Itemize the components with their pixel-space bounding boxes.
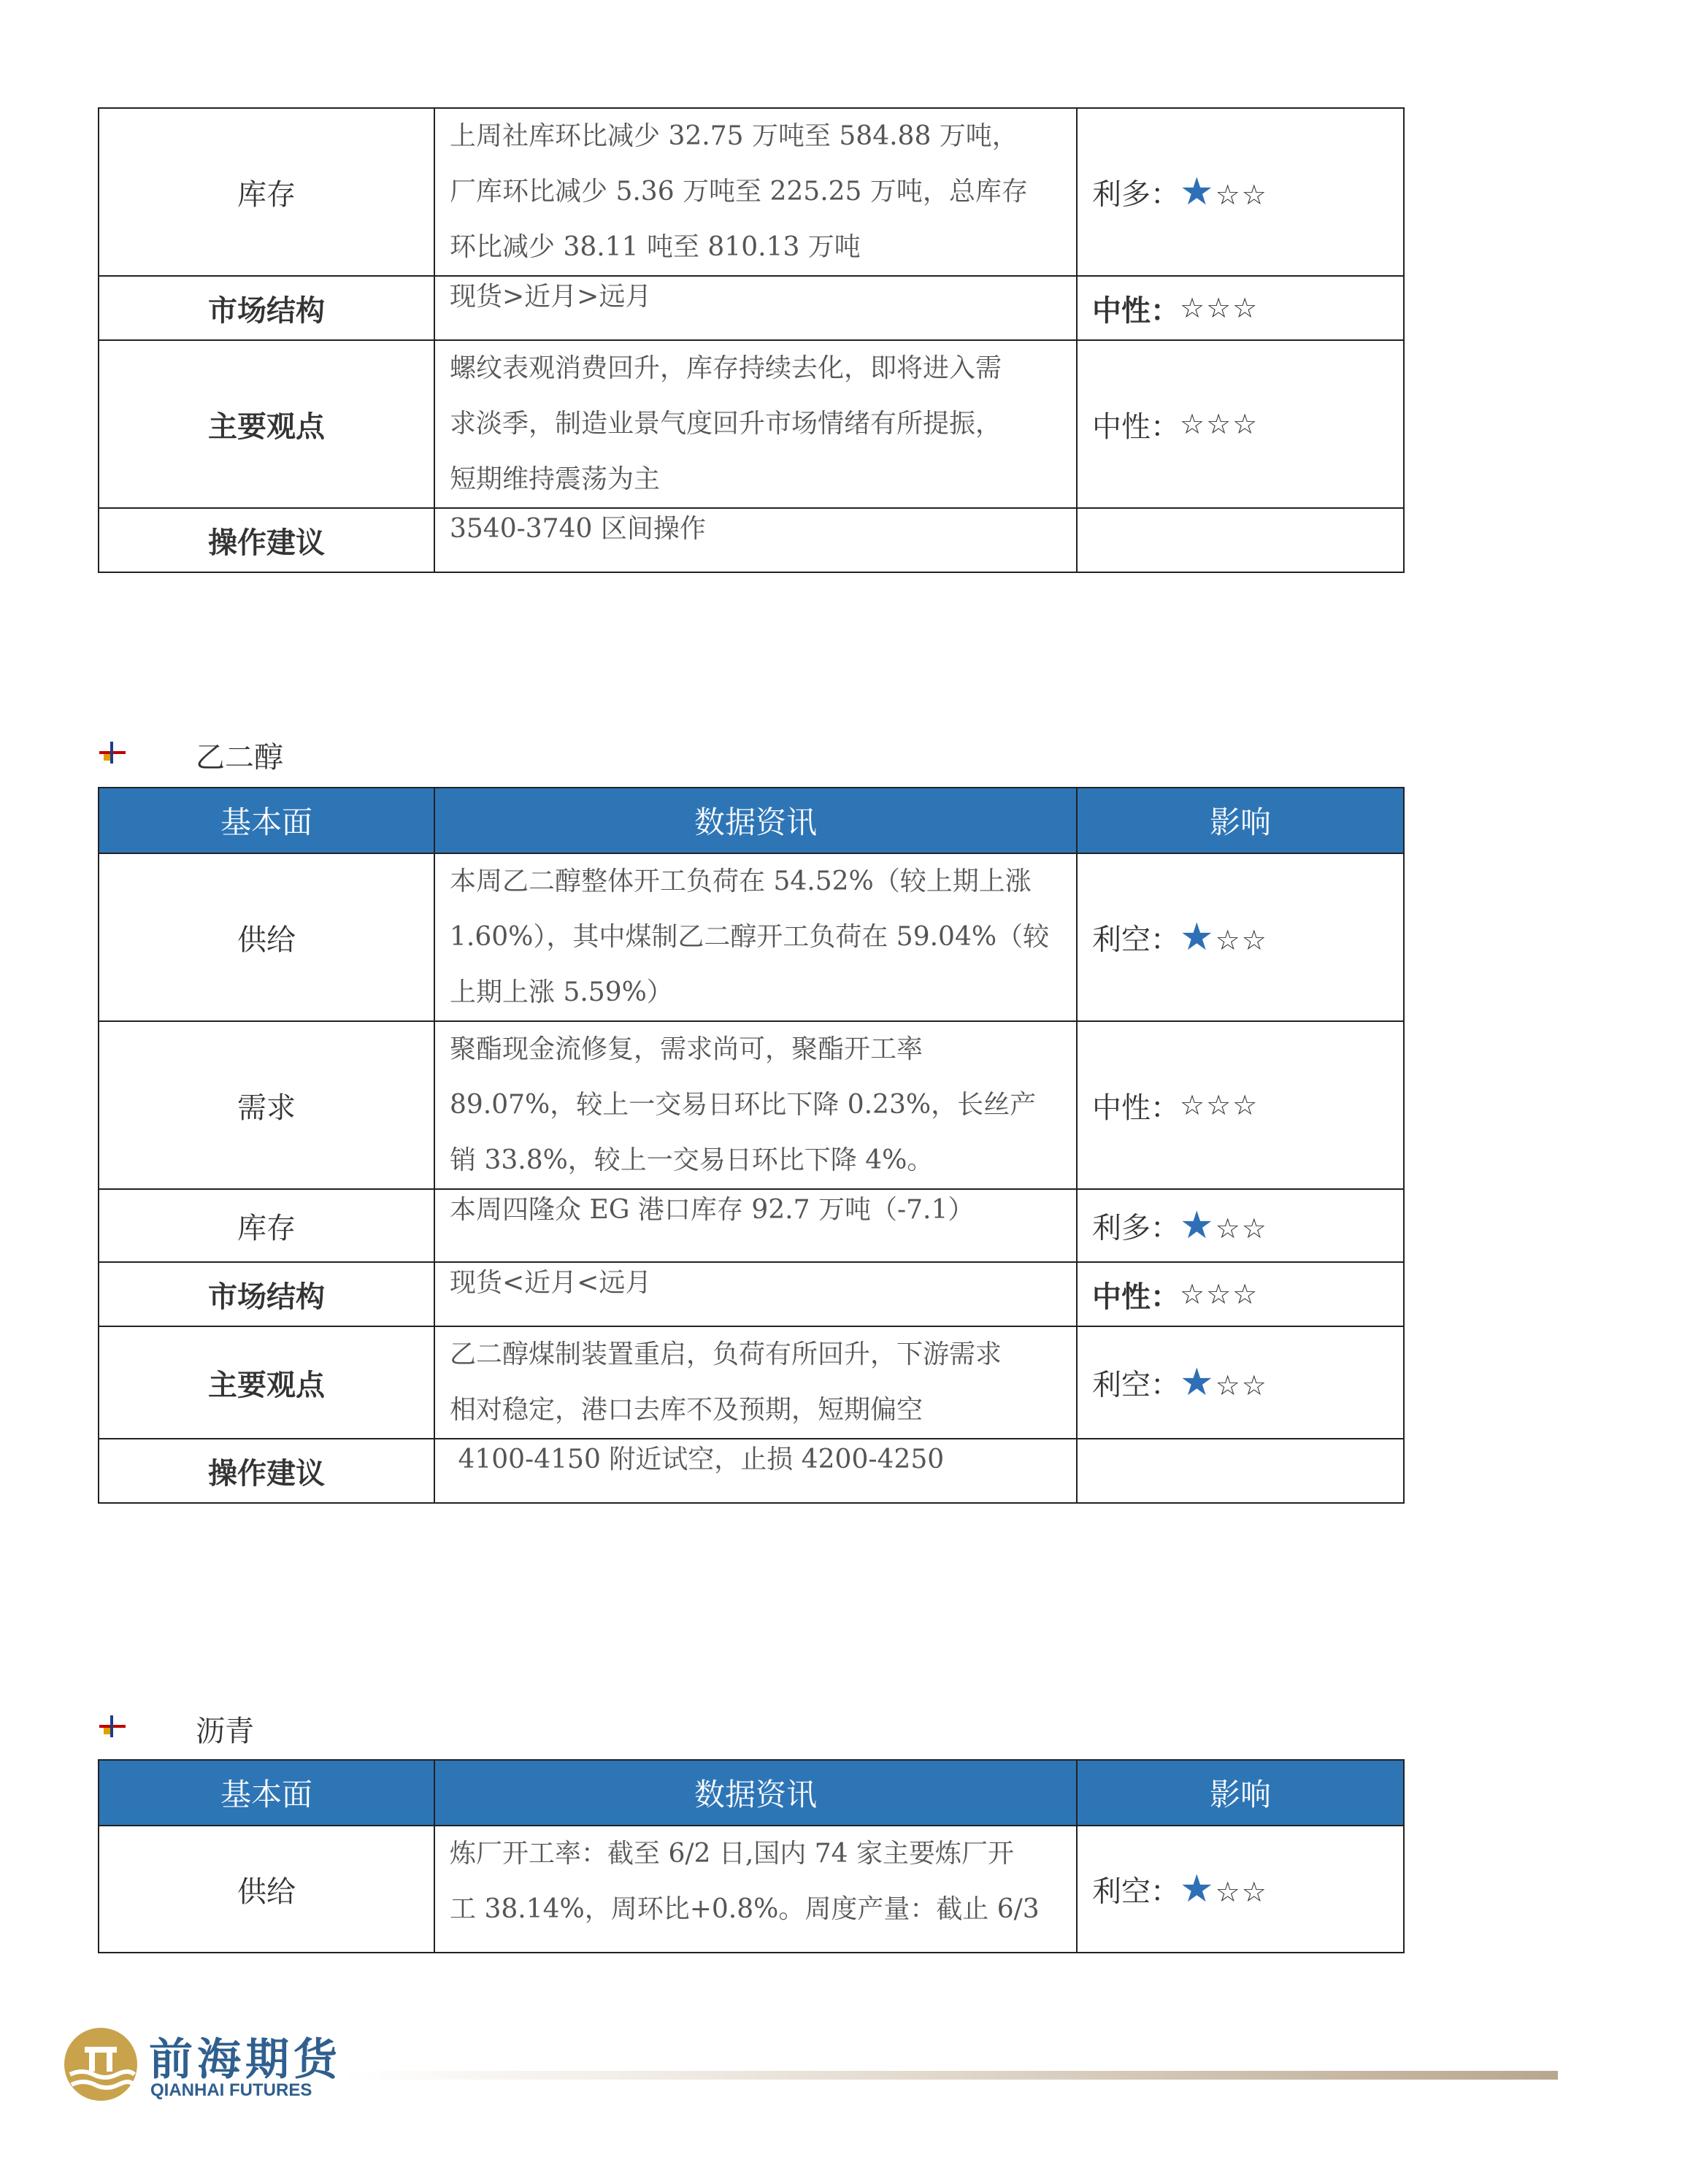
info-line: 现货>近月>远月 bbox=[450, 282, 652, 312]
footer-logo bbox=[63, 2023, 342, 2105]
impact-cell bbox=[1077, 340, 1404, 508]
info-line: 工 38.14%，周环比+0.8%。周度产量：截止 6/3 bbox=[450, 1894, 1040, 1924]
header-cell: 数据资讯 bbox=[434, 1760, 1077, 1826]
info-line: 1.60%），其中煤制乙二醇开工负荷在 59.04%（较 bbox=[450, 922, 1050, 952]
impact-cell bbox=[1077, 1326, 1404, 1439]
impact-label: 中性： bbox=[1092, 293, 1180, 328]
section-title: 沥青 bbox=[196, 1715, 254, 1748]
impact-label: 中性： bbox=[1092, 1280, 1180, 1314]
header-cell: 影响 bbox=[1077, 1760, 1404, 1826]
steel-table bbox=[98, 107, 1405, 573]
table-row bbox=[99, 1326, 1404, 1439]
impact-cell bbox=[1077, 853, 1404, 1021]
impact-cell bbox=[1077, 1262, 1404, 1326]
star-empty-icon: ☆ bbox=[1215, 1212, 1242, 1245]
star-rating bbox=[1180, 1361, 1268, 1404]
impact-label: 中性： bbox=[1092, 1091, 1180, 1125]
impact-label: 利多： bbox=[1092, 177, 1180, 212]
star-rating bbox=[1180, 170, 1268, 214]
star-empty-icon: ☆ bbox=[1232, 1278, 1259, 1310]
star-rating bbox=[1180, 1278, 1259, 1310]
info-line: 短期维持震荡为主 bbox=[450, 464, 661, 494]
row-label: 市场结构 bbox=[99, 276, 434, 340]
impact-cell bbox=[1077, 1439, 1404, 1503]
table-row bbox=[99, 1262, 1404, 1326]
table-row bbox=[99, 1189, 1404, 1262]
impact-cell bbox=[1077, 276, 1404, 340]
star-rating bbox=[1180, 292, 1259, 324]
logo-text-en: QIANHAI FUTURES bbox=[150, 2080, 312, 2100]
row-label: 市场结构 bbox=[99, 1262, 434, 1326]
row-label: 操作建议 bbox=[99, 508, 434, 572]
star-filled-icon: ★ bbox=[1180, 170, 1216, 214]
info-line: 炼厂开工率：截至 6/2 日,国内 74 家主要炼厂开 bbox=[450, 1839, 1014, 1869]
row-label: 供给 bbox=[99, 1826, 434, 1953]
star-empty-icon: ☆ bbox=[1180, 1278, 1207, 1310]
bullet-icon bbox=[98, 1712, 127, 1742]
impact-label: 利空： bbox=[1092, 923, 1180, 957]
star-filled-icon: ★ bbox=[1180, 1204, 1216, 1247]
star-empty-icon: ☆ bbox=[1215, 179, 1242, 211]
row-info bbox=[434, 1326, 1077, 1439]
info-line: 螺纹表观消费回升，库存持续去化，即将进入需 bbox=[450, 353, 1002, 383]
info-line: 厂库环比减少 5.36 万吨至 225.25 万吨，总库存 bbox=[450, 177, 1028, 207]
impact-cell bbox=[1077, 108, 1404, 276]
info-line: 相对稳定，港口去库不及预期，短期偏空 bbox=[450, 1395, 923, 1425]
star-empty-icon: ☆ bbox=[1206, 1278, 1233, 1310]
row-info bbox=[434, 1439, 1077, 1503]
row-info bbox=[434, 1826, 1077, 1953]
star-filled-icon: ★ bbox=[1180, 1867, 1216, 1911]
info-line: 乙二醇煤制装置重启，负荷有所回升，下游需求 bbox=[450, 1339, 1002, 1369]
star-empty-icon: ☆ bbox=[1232, 292, 1259, 324]
info-line: 本周四隆众 EG 港口库存 92.7 万吨（-7.1） bbox=[450, 1195, 975, 1225]
star-filled-icon: ★ bbox=[1180, 1361, 1216, 1404]
star-empty-icon: ☆ bbox=[1241, 1212, 1268, 1245]
table-row bbox=[99, 340, 1404, 508]
row-label: 主要观点 bbox=[99, 340, 434, 508]
table-row bbox=[99, 508, 1404, 572]
star-empty-icon: ☆ bbox=[1215, 1369, 1242, 1401]
impact-cell bbox=[1077, 1189, 1404, 1262]
row-info bbox=[434, 1021, 1077, 1189]
logo-text-cn: 前海期货 bbox=[149, 2034, 342, 2085]
info-line: 本周乙二醇整体开工负荷在 54.52%（较上期上涨 bbox=[450, 866, 1032, 896]
row-label: 主要观点 bbox=[99, 1326, 434, 1439]
row-info bbox=[434, 1262, 1077, 1326]
star-empty-icon: ☆ bbox=[1215, 924, 1242, 956]
footer-divider bbox=[343, 2071, 1558, 2080]
star-empty-icon: ☆ bbox=[1232, 1089, 1259, 1121]
info-line: 4100-4150 附近试空，止损 4200-4250 bbox=[450, 1445, 945, 1474]
table-row bbox=[99, 108, 1404, 276]
star-empty-icon: ☆ bbox=[1241, 924, 1268, 956]
row-label: 库存 bbox=[99, 108, 434, 276]
impact-cell bbox=[1077, 1021, 1404, 1189]
header-cell: 影响 bbox=[1077, 788, 1404, 853]
row-label: 需求 bbox=[99, 1021, 434, 1189]
star-filled-icon: ★ bbox=[1180, 915, 1216, 959]
row-info bbox=[434, 508, 1077, 572]
row-label: 供给 bbox=[99, 853, 434, 1021]
info-line: 上周社库环比减少 32.75 万吨至 584.88 万吨， bbox=[450, 121, 1018, 151]
row-label: 操作建议 bbox=[99, 1439, 434, 1503]
star-empty-icon: ☆ bbox=[1180, 408, 1207, 440]
star-empty-icon: ☆ bbox=[1206, 1089, 1233, 1121]
section-title: 乙二醇 bbox=[196, 741, 283, 774]
header-cell: 数据资讯 bbox=[434, 788, 1077, 853]
row-info bbox=[434, 340, 1077, 508]
star-rating bbox=[1180, 1867, 1268, 1911]
table-header-row bbox=[99, 1760, 1404, 1826]
eg-table bbox=[98, 787, 1405, 1504]
table-row bbox=[99, 1826, 1404, 1953]
header-cell: 基本面 bbox=[99, 788, 434, 853]
row-info bbox=[434, 108, 1077, 276]
info-line: 3540-3740 区间操作 bbox=[450, 514, 706, 544]
star-empty-icon: ☆ bbox=[1241, 1369, 1268, 1401]
row-label: 库存 bbox=[99, 1189, 434, 1262]
star-empty-icon: ☆ bbox=[1232, 408, 1259, 440]
impact-label: 利空： bbox=[1092, 1875, 1180, 1909]
info-line: 求淡季，制造业景气度回升市场情绪有所提振， bbox=[450, 409, 1002, 439]
star-rating bbox=[1180, 915, 1268, 959]
star-empty-icon: ☆ bbox=[1215, 1876, 1242, 1908]
table-row bbox=[99, 853, 1404, 1021]
row-info bbox=[434, 1189, 1077, 1262]
info-line: 销 33.8%，较上一交易日环比下降 4%。 bbox=[450, 1145, 934, 1175]
header-cell: 基本面 bbox=[99, 1760, 434, 1826]
table-row bbox=[99, 1021, 1404, 1189]
star-empty-icon: ☆ bbox=[1241, 179, 1268, 211]
info-line: 89.07%，较上一交易日环比下降 0.23%，长丝产 bbox=[450, 1090, 1037, 1120]
star-rating bbox=[1180, 408, 1259, 440]
table-row bbox=[99, 1439, 1404, 1503]
star-empty-icon: ☆ bbox=[1180, 1089, 1207, 1121]
star-empty-icon: ☆ bbox=[1206, 292, 1233, 324]
row-info bbox=[434, 853, 1077, 1021]
info-line: 上期上涨 5.59%） bbox=[450, 977, 673, 1007]
star-rating bbox=[1180, 1204, 1268, 1247]
star-empty-icon: ☆ bbox=[1241, 1876, 1268, 1908]
table-header-row bbox=[99, 788, 1404, 853]
table-row bbox=[99, 276, 1404, 340]
row-info bbox=[434, 276, 1077, 340]
star-empty-icon: ☆ bbox=[1206, 408, 1233, 440]
info-line: 现货<近月<远月 bbox=[450, 1268, 652, 1298]
impact-cell bbox=[1077, 1826, 1404, 1953]
impact-label: 中性： bbox=[1092, 410, 1180, 444]
impact-label: 利多： bbox=[1092, 1211, 1180, 1245]
bullet-icon bbox=[98, 739, 127, 768]
info-line: 环比减少 38.11 吨至 810.13 万吨 bbox=[450, 232, 861, 262]
impact-cell bbox=[1077, 508, 1404, 572]
info-line: 聚酯现金流修复，需求尚可，聚酯开工率 bbox=[450, 1034, 923, 1064]
logo-icon bbox=[63, 2026, 139, 2102]
impact-label: 利空： bbox=[1092, 1368, 1180, 1402]
star-rating bbox=[1180, 1089, 1259, 1121]
star-empty-icon: ☆ bbox=[1180, 292, 1207, 324]
asphalt-table bbox=[98, 1759, 1405, 1953]
